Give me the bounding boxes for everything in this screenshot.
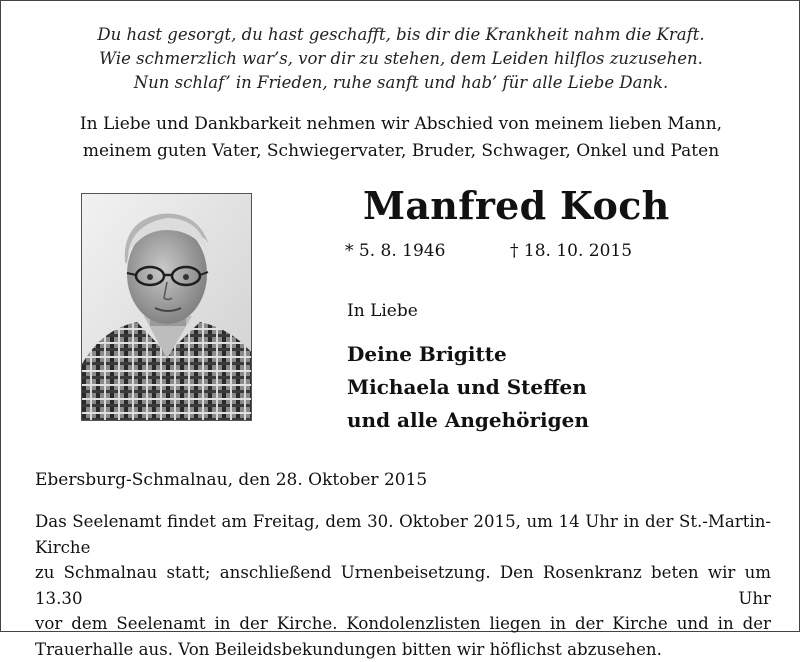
- notice-line: zu Schmalnau statt; anschließend Urnenbeisetzung. Den Rosenkranz beten wir um 13.30 Uhr: [35, 560, 771, 611]
- death-date: † 18. 10. 2015: [510, 241, 632, 261]
- service-notice: [35, 509, 771, 662]
- deceased-name: Manfred Koch: [363, 183, 670, 228]
- place-and-date: Ebersburg-Schmalnau, den 28. Oktober 2015: [35, 470, 427, 490]
- intro-line: meinem guten Vater, Schwiegervater, Bruder, Schwager, Onkel und Paten: [1, 138, 800, 165]
- poem-line: Wie schmerzlich war’s, vor dir zu stehen, dem Leiden hilflos zuzusehen.: [1, 47, 800, 71]
- mourner-line: und alle Angehörigen: [347, 404, 589, 437]
- poem-line: Du hast gesorgt, du hast geschafft, bis dir die Krankheit nahm die Kraft.: [1, 23, 800, 47]
- portrait-photo: [81, 193, 252, 421]
- intro-line: In Liebe und Dankbarkeit nehmen wir Abschied von meinem lieben Mann,: [1, 111, 800, 138]
- memorial-poem: [1, 23, 800, 95]
- notice-line: vor dem Seelenamt in der Kirche. Kondolenzlisten liegen in der Kirche und in der: [35, 611, 771, 637]
- mourner-line: Michaela und Steffen: [347, 371, 589, 404]
- mourner-line: Deine Brigitte: [347, 338, 589, 371]
- birth-date: * 5. 8. 1946: [345, 241, 445, 261]
- notice-line: Das Seelenamt findet am Freitag, dem 30. Oktober 2015, um 14 Uhr in der St.-Martin-Kirche: [35, 509, 771, 560]
- notice-line: Trauerhalle aus. Von Beileidsbekundungen bitten wir höflichst abzusehen.: [35, 637, 771, 662]
- farewell-intro: [1, 111, 800, 165]
- portrait-image: [82, 194, 252, 421]
- poem-line: Nun schlaf’ in Frieden, ruhe sanft und hab’ für alle Liebe Dank.: [1, 71, 800, 95]
- mourners-list: [347, 338, 589, 437]
- mourners-intro: In Liebe: [347, 301, 418, 321]
